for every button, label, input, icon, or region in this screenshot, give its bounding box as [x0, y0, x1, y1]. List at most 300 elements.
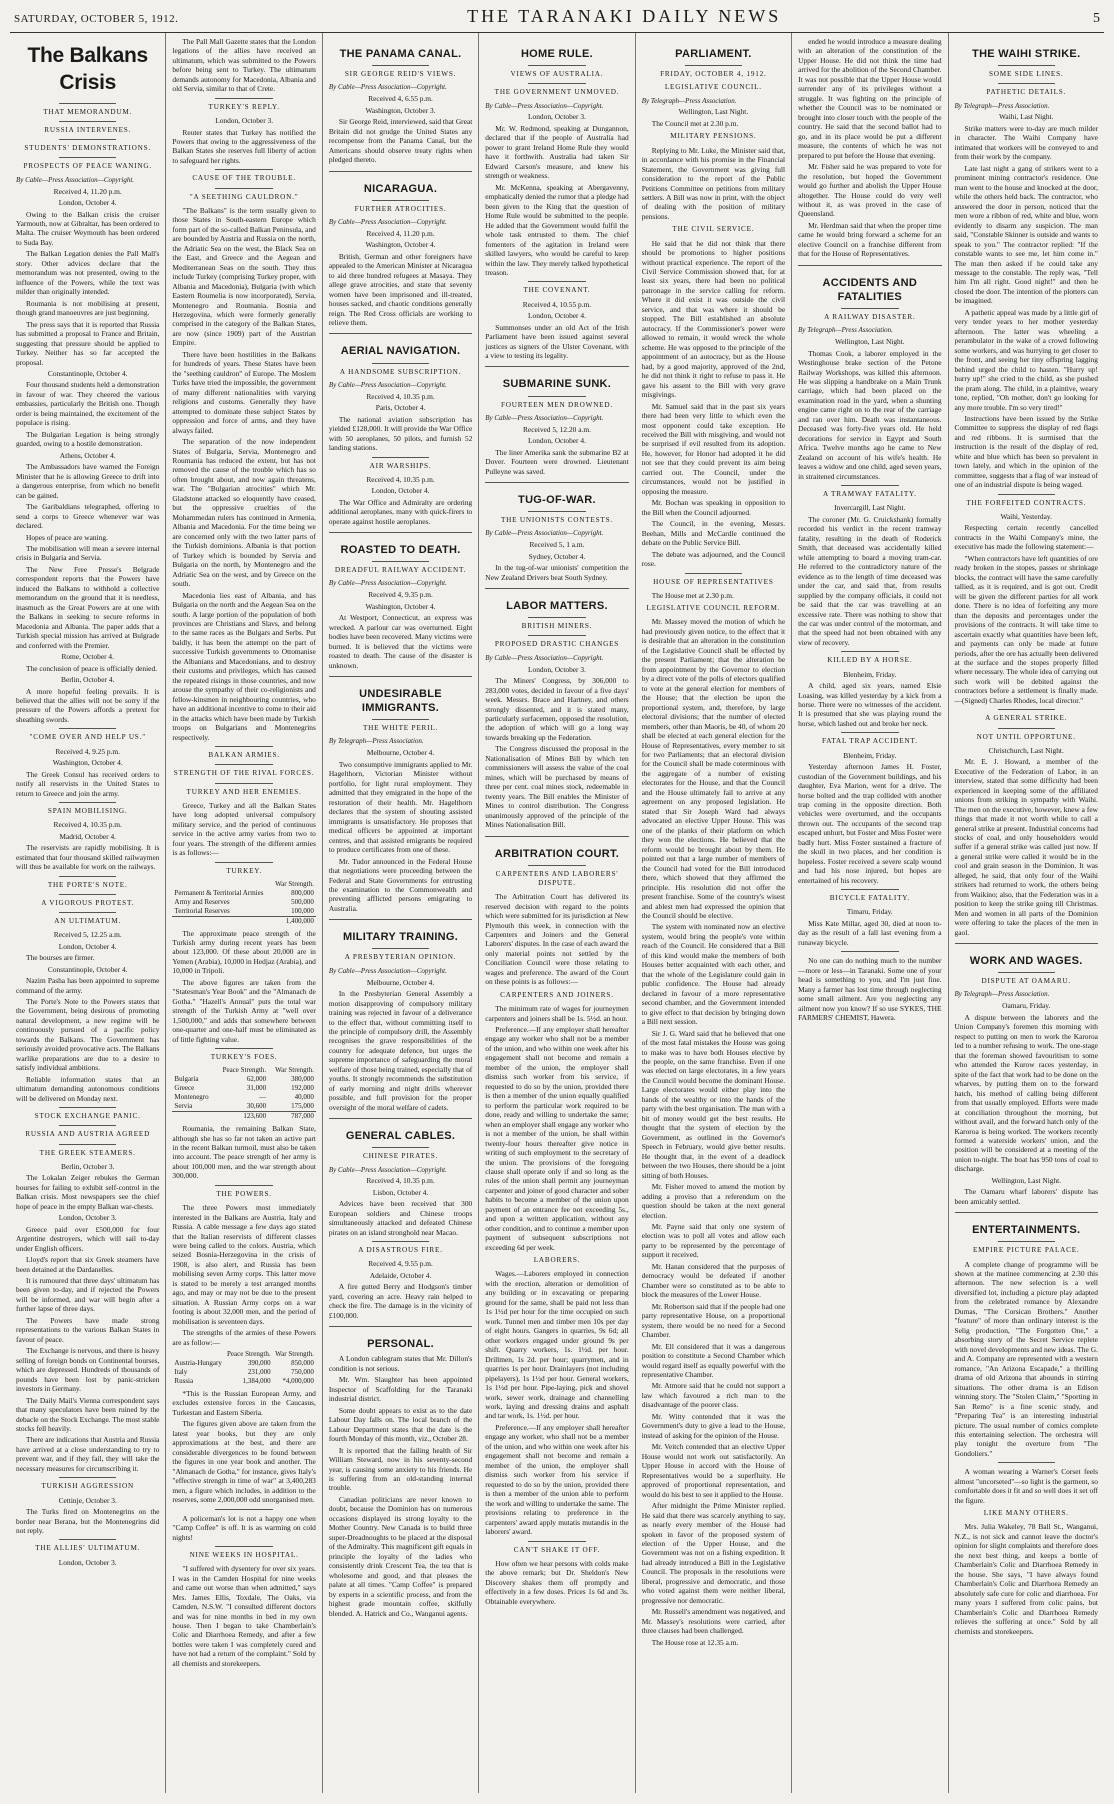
dateline: Received 5, 12.20 a.m. — [523, 424, 591, 434]
section-heading: ACCIDENTS AND FATALITIES — [822, 276, 918, 303]
article-paragraph: Reliable information states that an ultimatum demanding autonomous conditions will be delivered on Monday next. — [16, 1074, 160, 1103]
table-row — [172, 916, 315, 925]
table-cell: Italy — [174, 1368, 188, 1377]
article-paragraph: Mr. Bochan was speaking in opposition to the Bill when the Council adjourned. — [641, 498, 786, 517]
article-paragraph: A London cablegram states that Mr. Dillon's condition is not serious. — [328, 1354, 473, 1373]
subheading: AIR WARSHIPS. — [369, 461, 432, 470]
section-divider — [485, 482, 628, 483]
article-paragraph: The Congress discussed the proposal in the Nationalisation of Mines Bill by which ten commissioners will assess the value of the coal mines, which will be purchased by means of three per cent. coal mines stock, redeemable in twenty years. The Bill enables the Minister of Mines to control distribution. The Congress unanimously approved of the principle of the Mines Nationalisation Bill. — [485, 744, 629, 830]
article-paragraph: The reservists are rapidly mobilising. It is estimated that four thousand skilled railwaymen will thus be available for work on the railways. — [16, 843, 160, 872]
table-cell: 500,000 — [291, 897, 314, 906]
article-paragraph: Owing to the Balkan crisis the cruiser Yarmouth, now at Gibraltar, has been ordered to Malta. The cruiser Weymouth has been ordered to Suda Bay. — [16, 209, 160, 247]
section-heading: UNDESIRABLE IMMIGRANTS. — [359, 688, 442, 715]
article-paragraph: A complete change of programme will be shown at the matinee commencing at 2.30 this afternoon. The new selection is a well diversified lot, including a picture play adapted from the celebrated romance by Alexandre Dumas, "The Corsican Brothers." Another "feature" of more than ordinary interest is the Selig production, "The Forgotten One," a absorbing story of the Secret Service replete with novel developments and new ideas. The G. and A. Company are represented with a western romance, "An Arizona Escapade," a thrilling drama of old Arizona that abounds in stirring situations. The other drama is an Edison winning story. The "Stolen Claim," "Sporting in San Remo" is a fine scenic study, and "Preparing Tea" is an interesting industrial picture. The usual number of comics complete this entertaining selection. The orchestra will play tonight the overture from "The Gondoliers." — [954, 1259, 1098, 1458]
divider — [59, 912, 116, 913]
table-cell: 800,000 — [291, 888, 314, 897]
section-divider — [798, 265, 941, 266]
dateline: Melbourne, October 4. — [366, 748, 435, 758]
article-paragraph: Sir J. G. Ward said that he believed that one of the most fatal mistakes the House was going to make was to have both Houses elective by the people, on the same franchise. Even if one was elected on large electorates, in a few years the Council would become the dominant House. Large electorates would either play into the hands of the wealthy or into the hands of the party with the best organisation. The man with a bit of money would get the best results. He thought that the system of election by the Government, as outlined in the Governor's Speech in February, would give better results. He thought that, in the event of a deadlock between the two Houses, there should be a joint sitting of both Houses. — [641, 1028, 786, 1180]
subheading: PATHETIC DETAILS. — [986, 88, 1067, 97]
subheading: THE WHITE PERIL. — [362, 724, 439, 733]
subheading: FOURTEEN MEN DROWNED. — [500, 400, 613, 409]
article-paragraph: A pathetic appeal was made by a little girl of very tender years to her mother yesterday afternoon. The latter was wheeling a perambulator in the wake of a crowd following some workers, and was hurrying to get closer to the front, and seeing her tiny offspring lagging behind urged the child to hasten. "Hurry up! hurry up!" she cried to the child, as she pushed the pram along. The child, in a plaintive, weary tone, replied, "Oh mother, don't go looking for any more trouble. I'm so very tired!" — [954, 307, 1098, 412]
dateline: London, October 4. — [58, 941, 117, 951]
article-paragraph: Mr. Veitch contended that an elective Upper House would not work out satisfactorily. An Upper House in accord with the House of Representatives would be a superfluity. He approved of proportional representation, and would do his best to see it applied to the House. — [641, 1442, 786, 1499]
dateline: Sydney, October 4. — [528, 551, 586, 561]
press-credit: By Cable—Press Association—Copyright. — [328, 217, 447, 226]
press-credit: By Telegraph—Press Association. — [954, 101, 1050, 110]
table-row — [172, 898, 315, 907]
subheading: THAT MEMORANDUM. — [43, 107, 133, 116]
article-paragraph: Four thousand students held a demonstration in favour of war. They cheered the various embassies, particularly the British one. Though order is being maintained, the excitement of the populace is rising. — [16, 380, 160, 428]
dateline: Washington, October 4. — [365, 601, 436, 611]
subheading: LEGISLATIVE COUNCIL. — [664, 83, 762, 92]
divider — [215, 1509, 272, 1510]
article-paragraph: Mr. W. Redmond, speaking at Dungannon, declared that if the people of Australia had power to grant Ireland Home Rule they would have it forthwith. Australia had taken Sir Edward Carson's measure, and knew his strength or weakness. — [485, 123, 629, 181]
article-paragraph: Canadian politicians are never known to doubt, because the Dominion has on numerous occasions displayed its strong loyalty to the Mother Country. New Canada is to build three super-Dreadnoughts to be placed at the disposal of the Admiralty. This magnificent gift equals in principle the loyalty of the ladies who consistently drink Crescent Tea, the tea that is wholesome and good, and that pleases the palate at all times. "Camp Coffee" is prepared by experts in a scientific process, and from the highest grade mountain coffee, skilfully blended. A. Hatrick and Co., Wanganui agents. — [328, 1494, 473, 1618]
divider — [215, 862, 272, 863]
subheading: THE FORFEITED CONTRACTS. — [966, 498, 1087, 507]
section-heading: WORK AND WAGES. — [969, 955, 1083, 968]
article-paragraph: Mrs. Julia Wakeley, 78 Ball St., Wanganui, N.Z., is not sick and cannot leave the doctor's opinion for slight complaints and therefore does the next best thing, and keeps a bottle of Chamberlain's Colic and Diarrhoea Remedy in the house. She says, "I have always found Chamberlain's Colic and Diarrhoea Remedy an absolutely safe cure for colic and diarrhoea. For many years I suffered from colic pains, but Chamberlain's Colic and Diarrhoea Remedy relieves the suffering at once." Sold by all chemists and storekeepers. — [954, 1522, 1098, 1636]
subheading: A GENERAL STRIKE. — [985, 714, 1068, 723]
section-heading: TUG-OF-WAR. — [518, 494, 596, 507]
subheading: DREADFUL RAILWAY ACCIDENT. — [334, 566, 467, 575]
subheading: "COME OVER AND HELP US." — [29, 733, 146, 742]
subheading: FRIDAY, OCTOBER 4, 1912. — [660, 70, 767, 79]
table-cell: Bulgaria — [174, 1075, 199, 1084]
article-paragraph: Lloyd's report that six Greek steamers have been detained at the Dardanelles. — [16, 1255, 160, 1274]
article-paragraph: Mr. Russell's amendment was negatived, and Mr. Massey's resolutions were carried, after three clauses had been challenged. — [641, 1607, 786, 1636]
section-divider — [329, 171, 472, 172]
section-heading: PERSONAL. — [367, 1338, 434, 1351]
subheading: LIKE MANY OTHERS. — [983, 1509, 1069, 1518]
article-paragraph: *This is the Russian European Army, and excludes extensive forces in the Caucasus, Turkestan and Eastern Siberia. — [172, 1388, 316, 1417]
press-credit: By Telegraph—Press Association. — [798, 326, 893, 335]
table-row — [172, 1359, 315, 1368]
article-paragraph: Respecting certain recently cancelled contracts in the Waihi Company's mine, the executive has made the following statement:— — [954, 523, 1098, 552]
article-paragraph: It is reported that the failing health of Sir William Steward, now in his seventy-second year, is causing some anxiety to his friends. He is suffering from an old-standing internal trouble. — [328, 1445, 473, 1493]
section-divider — [329, 1326, 472, 1327]
article-paragraph: In the tug-of-war unionists' competition the New Zealand Drivers beat South Sydney. — [485, 563, 629, 582]
section-divider — [329, 919, 472, 920]
subheading: DISPUTE AT OAMARU. — [981, 977, 1072, 986]
subheading: VIEWS OF AUSTRALIA. — [510, 70, 604, 79]
divider — [841, 485, 898, 486]
article-paragraph: A woman wearing a Warner's Corset feels almost "uncorseted"—so light is the garment, so comfortable does it fit and so well does it set off the figure. — [954, 1467, 1098, 1505]
subheading: A HANDSOME SUBSCRIPTION. — [339, 367, 462, 376]
issue-date: SATURDAY, OCTOBER 5, 1912. — [14, 13, 179, 25]
section-heading: NICARAGUA. — [363, 182, 438, 195]
table-row — [172, 1084, 315, 1093]
press-credit: By Telegraph—Press Association. — [328, 737, 424, 746]
page-number: 5 — [1093, 11, 1100, 26]
dateline: London, October 4. — [58, 198, 117, 208]
article-paragraph: Replying to Mr. Luke, the Minister said that, in accordance with his promise in the Financial Statement, the Government was giving full consideration to the report of the Public Petitions Committee on petitions from military settlers. A Bill was now in print, with the object of dealing with the position of military pensions. — [641, 145, 786, 221]
table-row — [172, 880, 315, 889]
section-heading: AERIAL NAVIGATION. — [340, 345, 461, 358]
article-paragraph: Mr. Herdman said that when the proper time came he would bring forward a scheme for an elective Council on a franchise different from that for the House of Representatives. — [798, 220, 942, 259]
article-paragraph: Mr. E. J. Howard, a member of the Executive of the Federation of Labor, in an interview, stated that some difficulty had been experienced in keeping some of the affiliated unions from striking in sympathy with Waihi. The men on the executive, however, knew a few things that made it not worth while to call a general strike at present. Industrial concerns had stocks of coal, and only householders would suffer if a general strike was called just now. If a general strike were called it would be in the cool and grain season in the Dominion. It was alleged, he said, that only four of the Waihi strikers had returned to work, the others being from Waikino; also, that the Federation was in a position to keep the strike going till Christmas. Men and women in all parts of the Dominion were offering to take the places of the men in gaol. — [954, 757, 1098, 937]
dateline: Wellington, Last Night. — [678, 107, 749, 117]
subheading: CARPENTERS AND LABORERS' DISPUTE. — [495, 869, 619, 887]
dateline: Wellington, Last Night. — [991, 1175, 1062, 1185]
divider — [998, 728, 1055, 729]
divider — [528, 281, 585, 282]
article-paragraph: Mr. Wm. Slaughter has been appointed Inspector of Scaffolding for the Taranaki industrial district. — [328, 1375, 473, 1404]
table-cell — [172, 1350, 224, 1359]
subheading: TURKEY'S REPLY. — [208, 102, 280, 111]
subheading: FATAL TRAP ACCIDENT. — [821, 737, 918, 746]
section-heading: ARBITRATION COURT. — [494, 847, 620, 860]
subheading: A TRAMWAY FATALITY. — [822, 490, 917, 499]
dateline: Received 4, 11.20 p.m. — [366, 228, 435, 238]
subheading: THE GREEK STEAMERS. — [39, 1148, 136, 1157]
article-paragraph: The Ambassadors have warned the Foreign Minister that he is allowing Greece to drift into a dangerous enterprise, from which no benefit can be gained. — [16, 462, 160, 500]
table-cell: War Strength. — [275, 879, 314, 888]
section-heading: PARLIAMENT. — [675, 48, 752, 60]
article-paragraph: There are indications that Austria and Russia have arrived at a close understanding to try to prevent war, and if they fail, they will take the necessary measures for circumscribing it. — [16, 1435, 160, 1473]
table-row — [172, 1377, 315, 1386]
table-row — [172, 1075, 315, 1084]
table-cell: 787,000 — [268, 1112, 316, 1121]
article-paragraph: Mr. Robertson said that if the people had one party representative House, on a proportional system, there would be no need for a Second Chamber. — [641, 1301, 786, 1340]
dateline: Cettinje, October 3. — [58, 1495, 117, 1505]
article-paragraph: Reuter states that Turkey has notified the Powers that owing to the aggressiveness of the Balkan States she reserves full liberty of action to safeguard her rights. — [172, 127, 316, 165]
divider — [215, 98, 272, 99]
dateline: Received 4, 11.20 p.m. — [53, 186, 122, 196]
press-credit: By Cable—Press Association—Copyright. — [16, 175, 135, 184]
article-paragraph: Some doubt appears to exist as to the date Labour Day falls on. The local branch of the Labour Department states that the date is the fourth Monday of this month, viz., October 28. — [328, 1405, 473, 1444]
dateline: Received 5, 12.25 a.m. — [53, 930, 122, 940]
article-paragraph: The Lokalan Zeiger rebukes the German bourses for failing to exhibit self-control in the Balkan crisis. Most newspapers see the chief hope of peace in the empty Balkan war-chests. — [16, 1173, 160, 1211]
article-paragraph: Mr. Tudor announced in the Federal House that negotiations were proceeding between the Federal and State Governments for entrusting the examination to the Commonwealth and preventing afflicted persons emigrating to Australia. — [328, 856, 473, 913]
table-cell: 30,600 — [246, 1102, 267, 1111]
press-credit: By Cable—Press Association—Copyright. — [485, 413, 604, 422]
subheading: NOT UNTIL OPPORTUNE. — [976, 732, 1076, 741]
article-paragraph: Strike matters were to-day are much milder in character. The Waihi Company have intimated that workers will be conveyed to and from their work by the company. — [954, 123, 1098, 162]
article-paragraph: The Exchange is nervous, and there is heavy selling of foreign bonds on Continental bourses, which are depressed. Hundreds of thousands of pounds have been lost by panic-stricken investors in Germany. — [16, 1346, 160, 1394]
table-row — [172, 1350, 315, 1359]
newspaper-title: THE TARANAKI DAILY NEWS — [467, 6, 782, 26]
article-paragraph: Roumania is not mobilising at present, though grand manoeuvres are just beginning. — [16, 298, 160, 318]
divider — [372, 200, 429, 201]
article-paragraph: The Greek Consul has received orders to notify all reservists in the United States to return to Greece and join the army. — [16, 769, 160, 798]
article-paragraph: "I suffered with dysentery for over six years. I was in the Camden Hospital for nine weeks and came out worse than when admitted," says Mrs. James Ellis, Toxdale, The Oaks, via Camden, N.S.W. "I consulted different doctors and was for nine months in bed in my own house. Then I began to take Chamberlain's Colic and Diarrhoea Remedy, and after a few bottles were taken I was completely cured and have not had a return of the complaint." Sold by all chemists and storekeepers. — [172, 1564, 316, 1668]
article-paragraph: The above figures are taken from the "Statesman's Year Book" and the "Almanach de Gotha." "Hazell's Annual" puts the total war strength of the Turkish Army at "well over 1,500,000," and adds that somewhere between one-quarter and one-half must be eliminated as of little fighting value. — [172, 977, 316, 1044]
table-cell: 750,000 — [291, 1368, 314, 1377]
article-paragraph: Miss Kate Millar, aged 30, died at noon to-day as the result of a fall last evening from a runaway bicycle. — [798, 918, 942, 947]
article-paragraph: Mr. Ell considered that it was a dangerous position to constitute a Second Chamber which would regard itself as equally powerful with the representative Chamber. — [641, 1341, 786, 1379]
divider — [59, 802, 116, 803]
subheading: CAN'T SHAKE IT OFF. — [513, 1545, 601, 1554]
divider — [998, 972, 1055, 973]
article-paragraph: The Pall Mall Gazette states that the London legations of the allies have received an ultimatum, which was submitted to the Powers before being sent to Turkey. The ultimatum demands autonomy for Macedonia, Albania and old Servia, similar to that of Crete. — [172, 37, 316, 94]
article-paragraph: A more hopeful feeling prevails. It is believed that the allies will not be sorry if the pressure of the Powers affords a pretext for sheathing swords. — [16, 686, 160, 724]
divider — [528, 1541, 585, 1542]
divider — [215, 1048, 272, 1049]
divider — [59, 1107, 116, 1108]
table-cell: 100,000 — [291, 906, 314, 915]
subheading: LEGISLATIVE COUNCIL REFORM. — [646, 604, 781, 613]
article-paragraph: The strengths of the armies of these Powers are as follow:— — [172, 1328, 316, 1347]
dateline: Waihi, Last Night. — [999, 112, 1054, 122]
section-heading: GENERAL CABLES. — [345, 1130, 456, 1143]
article-paragraph: The national aviation subscription has yielded £128,000. It will provide the War Office with 50 aeroplanes, 50 pilots, and furnish 52 landing stations. — [328, 414, 473, 453]
dateline: Washington, October 4. — [365, 240, 436, 250]
table-cell — [172, 916, 270, 925]
subheading: KILLED BY A HORSE. — [827, 656, 913, 665]
table-cell — [172, 880, 270, 889]
dateline: Melbourne, October 4. — [366, 977, 435, 987]
press-credit: By Cable—Press Association—Copyright. — [485, 101, 604, 110]
divider — [998, 1462, 1055, 1463]
section-heading: HOME RULE. — [520, 48, 593, 60]
divider — [372, 1147, 429, 1148]
table-row — [172, 889, 315, 898]
table-row — [172, 1102, 315, 1111]
article-paragraph: Mr. Massey moved the motion of which he had previously given notice, to the effect that it is desirable that an alteration in the constitution of the Legislative Council shall be effected by the present Parliament; that the alteration be from appointment by the Governor to election by a direct vote of the polls of electors qualified to vote at the general election for members of the House; that the election be upon the proportional system, and, therefore, by large electoral divisions; that the number of elected members, other than Maoris, be 40, of whom 20 shall be elected at each general election for the House of Representatives, every member to sit for two Parliaments; that an electoral division for the Council shall be made coterminous with the aggregate of a number of existing electorates for the House, and that the Council and the House ultimately fail to arrive at any agreement on any proposed legislation. He stated that Sir Joseph Ward had always advocated an elective Upper House. This was one of the planks of their platform on which they won the elections. He believed that the reform would be brought about by them. He pointed out that a large number of members of the Council had voted for the Bill introduced there, which showed that they affirmed the principle. His resolution did not offer the present franchise. Some of the country's wisest and ablest men had expressed the opinion that the Council should be elective. — [641, 617, 786, 920]
subheading: LABORERS. — [533, 1256, 581, 1265]
article-paragraph: ended he would introduce a measure dealing with an alteration of the constitution of the Upper House. He did not think the time had arrived for the abolition of the Second Chamber. It was not possible that the Upper House would surrender any of its privileges without a struggle. It was fighting on the principle of whether the Council was to be nominated or brought into closer touch with the people of the country. He said that the second ballot had to go, and in its place would be put a different measure, the contents of which he was not prepared to put before the House that evening. — [798, 37, 942, 160]
article-paragraph: A child, aged six years, named Elsie Loasing, was killed yesterday by a kick from a horse. There were no witnesses of the accident. It is presumed that she was playing round the horse, which lashed out and broke her neck. — [798, 681, 942, 728]
article-paragraph: Yesterday afternoon James H. Foster, custodian of the Government buildings, and his daughter, Eva Marion, went for a drive. The horse bolted and the trap collided with another trap coming in the opposite direction. Both vehicles were overturned, and the occupants thrown out. The occupants of the second trap escaped unhurt, but Foster and Miss Foster were badly hurt. Miss Foster sustained a fracture of the skull in two places, and her condition is hopeless. Foster received a severe scalp wound and had his nose injured, but hopes are entertained of his recovery. — [798, 762, 942, 885]
article-paragraph: It is rumoured that three days' ultimatum has been given to-day, and if rejected the Powers will be informed, and war will begin after a further lapse of three days. — [16, 1275, 160, 1314]
dateline: Rome, October 4. — [61, 652, 114, 662]
table-cell: 175,000 — [291, 1102, 314, 1111]
article-paragraph: Advices have been received that 300 European soldiers and Chinese troops simultaneously attacked and defeated Chinese pirates on an island stronghold near Macao. — [328, 1199, 473, 1237]
table-cell — [172, 1112, 215, 1121]
divider — [528, 83, 585, 84]
subheading: THE GOVERNMENT UNMOVED. — [494, 88, 620, 97]
subheading: PROPOSED DRASTIC CHANGES — [494, 640, 620, 649]
dateline: Berlin, October 4. — [61, 675, 115, 685]
dateline: Received 4, 9.25 p.m. — [55, 746, 121, 756]
press-credit: By Cable—Press Association—Copyright. — [485, 653, 604, 662]
dateline: London, October 4. — [528, 436, 586, 446]
column-6 — [792, 33, 948, 1793]
section-divider — [485, 366, 628, 367]
dateline: Paris, October 4. — [375, 403, 426, 413]
article-paragraph: Macedonia lies east of Albania, and has Bulgaria on the north and the Aegean Sea on the south. A large portion of the population of both provinces are Christians and Slavs, and belong to the same races as the Bulgars and Serbs. Put baldly, it has been the attempt on the part of successive Turkish governments to Ottomanise the Albanians and Macedonians, and to destroy their customs and privileges, which has caused the repeated risings in those countries, and now arouse the sympathy of their co-religionists and fellow-kinsmen in neighbouring countries, who have an additional incentive to come to their aid in the attacks which have been made by Turkish troops on Bulgarians and Montenegrins respectively. — [172, 590, 316, 742]
column-4 — [479, 33, 635, 1793]
dateline: Received 4, 10.35 p.m. — [366, 391, 435, 401]
article-paragraph: Thomas Cook, a laborer employed in the Westinghouse brake section of the Petone Railway Workshops, was killed this afternoon. He was slipping a handbrake on a Main Trunk carriage, which had been placed on the examination road in the yard, when a shunting engine came right on to the rear of the carriage and ran over him. Death was instantaneous. Deceased was forty-five years old. He held decorations for service in Egypt and South Africa. Twelve months ago he came to New Zealand on account of his wife's health. He leaves a widow and one child, aged seven years, in straitened circumstances. — [798, 348, 942, 481]
article-paragraph: The system with nominated now an elective system, would bring the people's vote within reach of the Council. He considered that a Bill of this kind would make the members of both Houses better acquainted with each other, and that the whole of the Legislature could gain in public confidence. The House had already declared in favour of a more representative second chamber, and the Government intended to give effect to that decision by bringing down a Bill next session. — [641, 922, 786, 1027]
subheading: NINE WEEKS IN HOSPITAL. — [189, 1550, 299, 1559]
article-paragraph: The Council, in the evening, Messrs. Beehan, Mills and McCardle continued the debate on the Public Service Bill. — [641, 519, 786, 548]
article-paragraph: Preference.—If any employer shall hereafter engage any worker, who shall not be a member of the union, and who within one week after his engagement shall not become and remain a member of the union, the employer shall dismiss such worker from his service if requested to do so by the union, provided there is then a member of the union able to perform the work and willing to undertake the same. The provisions relating to preference in the carpenters' award apply mutatis mutandis in the laborers' award. — [485, 1422, 629, 1537]
table-cell: Peace Strength. — [222, 1066, 267, 1075]
subheading: HOUSE OF REPRESENTATIVES — [653, 577, 774, 586]
dateline: Adelaide, October 4. — [369, 1270, 432, 1280]
table-cell: War Strength. — [275, 1350, 314, 1359]
press-credit: By Cable—Press Association—Copyright. — [328, 1165, 447, 1174]
section-heading: THE WAIHI STRIKE. — [972, 48, 1081, 60]
article-paragraph: The three Powers most immediately interested in the Balkans are Austria, Italy and Russia. A cable message a few days ago stated that the Italian reservists of different classes were being called to the colors. Austria, which seized Bosnia-Herzegovina in the crisis of 1908, is also alert, and Russia has been mobilising seven Army corps. This latter move is stated to be merely a test arranged months ago, and may or may not be due to the present situation. A Russian Army corps on a war footing is about 32,000 men, and the period of mobilisation is seventeen days. — [172, 1203, 316, 1326]
article-paragraph: The Powers have made strong representations to the various Balkan States in favour of peace. — [16, 1315, 160, 1344]
section-divider — [485, 588, 628, 589]
table-cell: Servia — [174, 1102, 193, 1111]
dateline: London, October 4. — [371, 486, 430, 496]
article-paragraph: British, German and other foreigners have appealed to the American Minister at Nicaragua to aid three hundred refugees at Masaya. They allege grave atrocities, and state that seventy women have been imprisoned and ill-treated, houses sacked, and chaotic conditions generally reign. The Red Cross officials are working to relieve them. — [328, 251, 473, 327]
subheading: THE PORTE'S NOTE. — [47, 880, 128, 889]
dateline: London, October 3. — [528, 112, 586, 122]
section-heading: ROASTED TO DEATH. — [340, 544, 461, 557]
article-paragraph: Nazim Pasha has been appointed to supreme command of the army. — [16, 976, 160, 995]
section-heading: MILITARY TRAINING. — [342, 931, 459, 944]
divider — [215, 783, 272, 784]
article-paragraph: Two consumptive immigrants applied to Mr. Hagelthorn, Victorian Minister without portfolio, for light rural employment. They admitted that they emigrated in the hope of the restoration of their health. Mr. Hagelthorn declares that the system of shouting assisted immigrants is unsatisfactory. He proposes that medical officers be appointed at important centres, and that assisted emigrants be required to produce certificates from one of these. — [328, 759, 473, 855]
table-cell: 390,000 — [247, 1359, 271, 1368]
article-paragraph: The separation of the now independent States of Bulgaria, Servia, Montenegro and Roumania has reduced the extent, but has not removed the cause of the trouble which has so often brought about, and now again threatens, war. The "Bulgarian atrocities" which Mr. Gladstone attacked so eloquently have ceased, but the oppressive cruelties of the Mohammedan rulers has continued in Armenia, Albania and Macedonia. For the time being we are concerned only with the two latter parts of the Turkish dominions. Albania is that portion of Turkey which is bounded by Servia and Bulgaria on the north, by Montenegro and the Adriatic Sea on the west, and by Greece on the south. — [172, 437, 316, 589]
divider — [372, 1241, 429, 1242]
table-cell: 380,000 — [291, 1075, 314, 1084]
table-cell: *4,000,000 — [282, 1377, 314, 1385]
table-cell: 123,600 — [215, 1112, 268, 1121]
data-table — [172, 880, 315, 926]
table-cell: Permanent & Territorial Armies — [174, 888, 264, 897]
table-row — [172, 1066, 315, 1075]
subheading: THE UNIONISTS CONTESTS. — [500, 516, 613, 525]
press-credit: By Telegraph—Press Association. — [954, 990, 1050, 999]
divider — [215, 764, 272, 765]
divider — [998, 1241, 1055, 1242]
article-paragraph: Mr. Fisher moved to amend the motion by adding a proviso that a referendum on the question should be taken at the next general election. — [641, 1182, 786, 1220]
divider — [215, 169, 272, 170]
article-paragraph: "The Balkans" is the term usually given to those States in South-eastern Europe which form part of the so-called Balkan Peninsula, and are bounded by Austria and Russia on the north, the Adriatic Sea on the west, the Black Sea on the East, and Greece and the Aegean and Mediterranean Seas on the south. They thus include Turkey (comprising Turkey proper, with Albania and Macedonia), Bulgaria (with which Eastern Roumelia is now incorporated), Servia, Montenegro and Roumania. Bosnia and Herzegovina, which were formerly generally comprised in the category of the Balkan States, are now (since 1909) part of the Austrian Empire. — [172, 205, 316, 348]
table-cell: Montenegro — [174, 1093, 209, 1102]
subheading: AN ULTIMATUM. — [54, 916, 122, 925]
table-row — [172, 907, 315, 916]
table-cell: 192,000 — [291, 1084, 314, 1093]
article-paragraph: The Council met at 2.30 p.m. — [651, 118, 739, 128]
divider — [215, 746, 272, 747]
section-divider — [485, 836, 628, 837]
table-cell: Austria-Hungary — [174, 1359, 222, 1368]
subheading: A VIGOROUS PROTEST. — [41, 898, 135, 907]
article-paragraph: Summonses under an old Act of the Irish Parliament have been issued against several justices as signers of the Ulster Covenant, with a view to testing its legality. — [485, 322, 629, 360]
table-cell: War Strength. — [275, 1066, 314, 1075]
article-paragraph: The Turks fired on Montenegrins on the border near Berana, but the Montenegrins did not reply. — [16, 1507, 160, 1535]
divider — [59, 1539, 116, 1540]
dateline: London, October 3. — [528, 664, 586, 674]
article-paragraph: The minimum rate of wages for journeymen carpenters and joiners shall be 1s. 5½d. an hour. — [485, 1004, 629, 1023]
article-paragraph: The figures given above are taken from the latest year books, but they are only approximations at the best, and there are considerable divergences to be found between the figures in one year book and another. The "Almanach de Gotha," for instance, gives Italy's "effective strength in time of war" at 3,400,283 men, a figure which includes, in addition to the reserves, some 2,000,000 odd unorganised men. — [172, 1419, 316, 1505]
press-credit: By Cable—Press Association—Copyright. — [328, 579, 447, 588]
dateline: Berlin, October 3. — [61, 1161, 115, 1171]
table-cell: Russia — [174, 1377, 194, 1385]
divider — [528, 617, 585, 618]
divider — [215, 1185, 272, 1186]
table-cell: Territorial Reserves — [174, 906, 230, 915]
subheading: SPAIN MOBILISING. — [47, 806, 128, 815]
divider — [372, 948, 429, 949]
subheading: TURKEY'S FOES. — [210, 1053, 278, 1062]
article-paragraph: Mr. Fisher said he was prepared to vote for the resolution, but hoped the Government would go further and abolish the Upper House altogether. The House could do very well without it, as was proved in the case of Queensland. — [798, 162, 942, 219]
subheading: MILITARY PENSIONS. — [670, 132, 757, 141]
dateline: Blenheim, Friday. — [843, 750, 897, 760]
dateline: Washington, October 3. — [365, 105, 436, 115]
article-paragraph: The approximate peace strength of the Turkish army during recent years has been about 123,000. Of these about 20,000 are in Yemen (Arabia), 10,000 in Hedjaz (Arabia), and 10,000 in Tripoli. — [172, 928, 316, 976]
masthead — [10, 6, 1104, 33]
divider — [528, 511, 585, 512]
dateline: Received 5, 1 a.m. — [529, 540, 585, 550]
article-paragraph: The conclusion of peace is officially denied. — [26, 663, 157, 673]
table-cell: Greece — [174, 1084, 195, 1093]
divider — [215, 1546, 272, 1547]
article-paragraph: The coroner (Mr. G. Cruickshank) formally recorded his verdict in the recent tramway fatality, resulting in the death of Roderick Smith, that deceased was accidentally killed while attempting to board a moving tram-car. He referred to the contradictory nature of the evidence as to the length of time deceased was under the car, and said that, from results supplied by the company officials, it could not be said that the car was travelling at an excessive rate. There was nothing to show that the car was under control of the motorman, and that the speed had not been obtained with any view of recovery. — [798, 514, 942, 647]
dateline: Washington, October 4. — [52, 758, 123, 768]
divider — [841, 889, 898, 890]
article-paragraph: Instructions have been issued by the Strike Committee to suppress the display of red flags and red ribbons. It is surmised that the instruction is the result of the display of red, white and blue which has been so prevalent in town lately, and which in the opinion of the committee, suggests that a flag of war instead of one of an industrial dispute is being waged. — [954, 414, 1098, 490]
article-paragraph: The House rose at 12.35 a.m. — [651, 1637, 739, 1647]
press-credit: By Cable—Press Association—Copyright. — [328, 380, 447, 389]
subheading: THE COVENANT. — [523, 286, 591, 295]
article-paragraph: A policeman's lot is not a happy one when "Camp Coffee" is off. It is as warming on cold nights! — [172, 1513, 316, 1542]
article-paragraph: "When contractors have left quantities of ore ready broken in the stopes, passes or shrinkage blocks, the contract will have the same carefully tallied, as it is required, and is got out. Credit will be given the different parties for all work done. There is no idea of forfeiting any more than the deposits and percentages under the provisions of the contracts. It will take time to ascertain exactly what quantities have been left, and payments can only be made at future periods, after the ore has actually been delivered at the surface and the stopes properly filled where necessary. The whole idea of carrying out such work will be debited against the contractors before a settlement is finally made.—(Signed) Charles Rhodes, local director." — [954, 553, 1098, 705]
article-paragraph: The press says that it is reported that Russia has submitted a proposal to France and Britain, suggesting that pressure should be applied to Turkey. Neither has so far accepted the proposal. — [16, 319, 160, 367]
subheading: CAUSE OF THE TROUBLE. — [192, 174, 296, 183]
article-paragraph: Mr. McKenna, speaking at Abergavenny, emphatically denied the rumor that a pledge had been given to the King that the question of Home Rule would be submitted to the people. He added that the Government would fulfil the whole task entrusted to them. The chief fomenters of the agitation in Ireland were skilled lawyers, who would be careful to keep within the law. They merely talked hypothetical treason. — [485, 182, 629, 277]
dateline: Received 4, 10.35 p.m. — [366, 1176, 435, 1186]
table-cell: Peace Strength. — [227, 1350, 271, 1359]
section-divider — [955, 1212, 1098, 1213]
subheading: CARPENTERS AND JOINERS. — [500, 990, 614, 999]
dateline: Received 4, 9.55 p.m. — [368, 1259, 433, 1269]
divider — [372, 363, 429, 364]
subheading: TURKEY. — [226, 866, 262, 875]
press-credit: By Cable—Press Association—Copyright. — [328, 966, 447, 975]
dateline: Received 4, 10.35 p.m. — [53, 820, 122, 830]
dateline: Christchurch, Last Night. — [988, 745, 1064, 755]
article-paragraph: Preference.—If any employer shall hereafter engage any worker who shall not be a member of the union, and who within one week after his engagement shall not become and remain a member of the union, the employer shall dismiss such worker from his service, if requested to do so by the union, provided there is then a member of the union equally qualified to perform the particular work required to be done, ready and willing to undertake the same; when an employer shall engage any worker who is not a member of the union, he shall within twenty-four hours thereafter give notice in writing of such employment to the secretary of the union. The provisions of the foregoing clause shall operate only if and so long as the rules of the union shall permit any journeyman carpenter and joiner of good character and sober habits to become a member of the union upon payment of an entrance fee not exceeding 5s., and upon a written application, without any other condition, and to continue a member upon payment of subsequent subscriptions not exceeding 6d per week. — [485, 1024, 629, 1252]
divider — [998, 709, 1055, 710]
article-paragraph: The Daily Mail's Vienna correspondent says that many speculators have been ruined by the debacle on the Stock Exchange. The most stable stocks fell heavily. — [16, 1395, 160, 1434]
column-1 — [10, 33, 166, 1793]
article-paragraph: How often we hear persons with colds make the above remark; but Dr. Sheldon's New Discovery shakes them off promptly and effectively in a few doses. Prices 1s 6d and 3s. Obtainable everywhere. — [485, 1558, 629, 1606]
subheading: BICYCLE FATALITY. — [829, 894, 910, 903]
dateline: Athens, October 4. — [59, 450, 116, 460]
article-paragraph: Mr. Hanan considered that the purposes of democracy would be defeated if another Chamber were so constituted as to be able to block the measures of the Lower House. — [641, 1261, 786, 1300]
subheading: STUDENTS' DEMONSTRATIONS. — [24, 144, 152, 153]
article-paragraph: The War Office and Admiralty are ordering additional aeroplanes, many with quick-firers to operate against hostile aeroplanes. — [328, 497, 473, 526]
subheading: A RAILWAY DISASTER. — [824, 312, 916, 321]
table-cell: 40,000 — [294, 1093, 314, 1102]
subheading: TURKEY AND HER ENEMIES. — [186, 787, 302, 796]
section-heading: ENTERTAINMENTS. — [972, 1224, 1081, 1237]
divider — [215, 188, 272, 189]
dateline: Invercargill, Last Night. — [834, 503, 906, 513]
divider — [528, 396, 585, 397]
article-paragraph: At Westport, Connecticut, an express was wrecked. A parlour car was overturned. Eight bodies have been recovered. Many victims were burned. It is believed that the victims were roasted to death. The cause of the disaster is unknown. — [328, 613, 473, 670]
divider — [59, 157, 116, 158]
subheading: BRITISH MINERS. — [521, 622, 593, 631]
subheading: A PRESBYTERIAN OPINION. — [344, 953, 457, 962]
column-7 — [949, 33, 1104, 1793]
article-paragraph: Mr. Atmore said that he could not support a law which favoured a rich man to the disadvantage of the poorer class. — [641, 1381, 786, 1410]
dateline: Lisbon, October 4. — [372, 1187, 429, 1197]
dateline: Constantinople, October 4. — [47, 964, 128, 974]
subheading: THE ALLIES' ULTIMATUM. — [35, 1544, 141, 1553]
table-row — [172, 1368, 315, 1377]
subheading: THE CIVIL SERVICE. — [672, 225, 755, 234]
divider — [59, 1144, 116, 1145]
subheading: A DISASTROUS FIRE. — [358, 1246, 443, 1255]
table-cell: 1,400,000 — [271, 916, 316, 925]
article-paragraph: Mr. Payne said that only one system of election was to poll all votes and allow each party to be represented by the percentage of support it received. — [641, 1221, 786, 1260]
divider — [998, 494, 1055, 495]
